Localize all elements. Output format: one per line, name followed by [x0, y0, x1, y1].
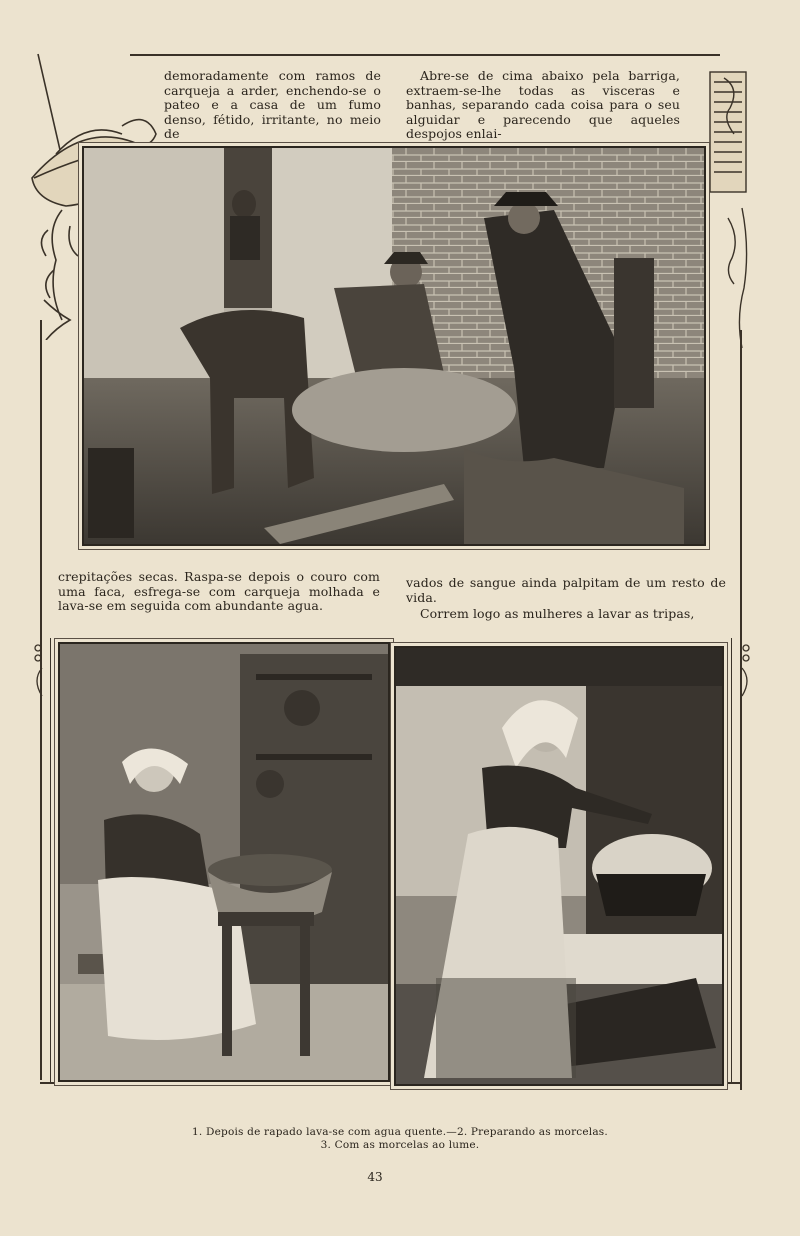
photo-morcelas-on-fire	[394, 646, 724, 1086]
page-number: 43	[367, 1170, 383, 1184]
corner-ornament-icon	[700, 58, 756, 348]
photo-2-image	[60, 644, 388, 1080]
article-paragraph: Correm logo as mulheres a lavar as tripas,	[420, 606, 695, 622]
article-text-top-left	[164, 69, 381, 142]
caption-line-2: 3. Com as morcelas ao lume.	[320, 1138, 480, 1151]
frame-left-line	[40, 320, 42, 1080]
photo-1-image	[84, 148, 704, 544]
article-text-mid-right	[406, 576, 726, 622]
article-paragraph: crepitações secas. Raspa-se depois o couro com uma faca, esfrega-se com carqueja molhada e lava-se em seguida com abundante agua.	[58, 569, 380, 614]
article-text-top-right	[406, 69, 680, 142]
right-scroll-ornament-icon	[734, 640, 756, 700]
caption-line-1: 1. Depois de rapado lava-se com agua quente.—2. Preparando as morcelas.	[192, 1126, 608, 1138]
frame-top-line	[130, 54, 720, 56]
article-paragraph: Abre-se de cima abaixo pela barriga, extraem-se-lhe todas as visceras e banhas, separando cada coisa para o seu alguidar e parecendo que aqueles despojos enlai-	[406, 68, 680, 142]
article-paragraph: vados de sangue ainda palpitam de um resto de vida.	[406, 575, 726, 605]
photo-caption	[0, 1126, 800, 1151]
photo-3-image	[396, 648, 722, 1084]
frame-inner-left-line	[50, 638, 51, 1084]
left-scroll-ornament-icon	[30, 640, 52, 700]
photo-preparing-morcelas	[58, 642, 390, 1082]
article-text-mid-left	[58, 570, 380, 614]
article-paragraph: demoradamente com ramos de carqueja a arder, enchendo-se o pateo e a casa de um fumo denso, fétido, irritante, no meio de	[164, 68, 381, 142]
frame-right-line	[740, 330, 742, 1090]
photo-pig-washing	[82, 146, 706, 546]
frame-inner-right-line	[731, 638, 732, 1084]
